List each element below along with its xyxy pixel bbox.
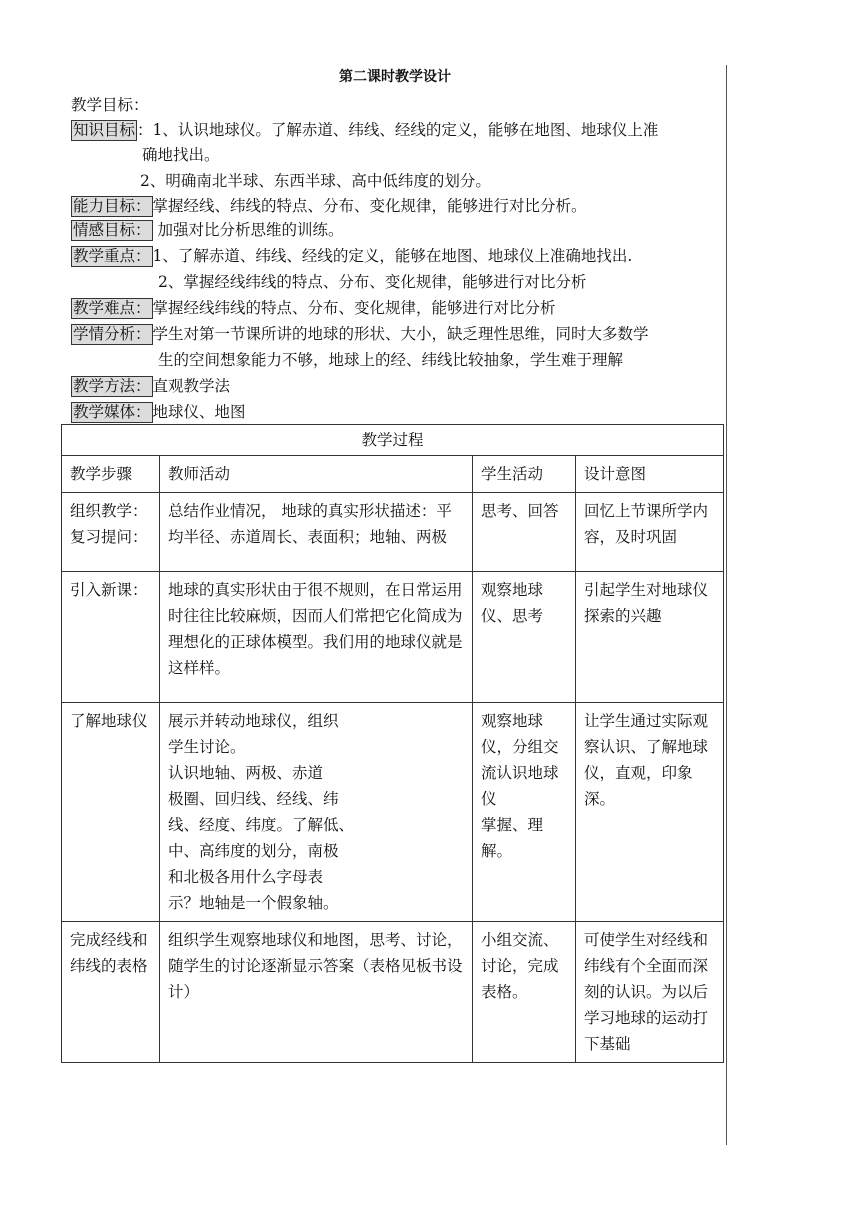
step-cell: 了解地球仪 (62, 703, 160, 922)
intent-cell: 回忆上节课所学内容，及时巩固 (576, 493, 724, 572)
table-row (62, 922, 724, 1063)
knowledge-line2: 确地找出。 (142, 146, 220, 164)
teaching-process-table (61, 424, 724, 1063)
media-label: 教学媒体： (73, 403, 151, 421)
difficulty-text: 掌握经线纬线的特点、分布、变化规律，能够进行对比分析 (152, 299, 556, 317)
knowledge-objective (71, 120, 658, 141)
intent-cell: 让学生通过实际观察认识、了解地球仪，直观，印象深。 (576, 703, 724, 922)
student-cell: 观察地球仪，分组交流认识地球仪 掌握、理解。 (473, 703, 576, 922)
step-cell: 完成经线和纬线的表格 (62, 922, 160, 1063)
intent-cell: 可使学生对经线和纬线有个全面而深刻的认识。为以后学习地球的运动打下基础 (576, 922, 724, 1063)
key-points-line1: 1、了解赤道、纬线、经线的定义，能够在地图、地球仪上准确地找出. (152, 247, 633, 265)
student-analysis (71, 324, 649, 345)
step-cell: 组织教学：复习提问： (62, 493, 160, 572)
header-step: 教学步骤 (62, 456, 160, 493)
media-text: 地球仪、地图 (152, 403, 246, 421)
table-row (62, 703, 724, 922)
analysis-label: 学情分析： (73, 325, 151, 343)
key-points-label: 教学重点： (73, 247, 151, 265)
emotion-objective (71, 220, 343, 241)
student-cell: 观察地球仪、思考 (473, 572, 576, 703)
header-row (62, 456, 724, 493)
knowledge-label: 知识目标 (73, 121, 136, 139)
method-label: 教学方法： (73, 377, 151, 395)
analysis-line2: 生的空间想象能力不够，地球上的经、纬线比较抽象，学生难于理解 (158, 351, 624, 369)
knowledge-colon: ： (137, 121, 153, 139)
teacher-cell: 总结作业情况， 地球的真实形状描述：平均半径、赤道周长、表面积；地轴、两极 (160, 493, 473, 572)
student-cell: 思考、回答 (473, 493, 576, 572)
knowledge-line1: 1、认识地球仪。了解赤道、纬线、经线的定义，能够在地图、地球仪上准 (152, 121, 659, 139)
step-cell: 引入新课： (62, 572, 160, 703)
key-points-line2: 2、掌握经线纬线的特点、分布、变化规律，能够进行对比分析 (158, 273, 587, 291)
teaching-media (71, 402, 246, 423)
teacher-cell: 地球的真实形状由于很不规则，在日常运用时往往比较麻烦，因而人们常把它化简成为理想化的正球体模型。我们用的地球仪就是这样样。 (160, 572, 473, 703)
analysis-line1: 学生对第一节课所讲的地球的形状、大小，缺乏理性思维，同时大多数学 (152, 325, 649, 343)
difficulty (71, 298, 556, 319)
key-points (71, 246, 632, 267)
difficulty-label: 教学难点： (73, 299, 151, 317)
process-title: 教学过程 (62, 425, 724, 456)
teaching-method (71, 376, 230, 397)
header-intent: 设计意图 (576, 456, 724, 493)
header-teacher: 教师活动 (160, 456, 473, 493)
right-margin-line (726, 65, 727, 1145)
ability-objective (71, 196, 587, 217)
page-title: 第二课时教学设计 (339, 69, 451, 85)
ability-text: 掌握经线、纬线的特点、分布、变化规律，能够进行对比分析。 (152, 197, 587, 215)
intent-cell: 引起学生对地球仪探索的兴趣 (576, 572, 724, 703)
ability-label: 能力目标： (73, 197, 151, 215)
student-cell: 小组交流、讨论，完成表格。 (473, 922, 576, 1063)
teacher-cell: 展示并转动地球仪，组织 学生讨论。 认识地轴、两极、赤道 极圈、回归线、经线、纬 线、经度、纬度。了解低、 中、高纬度的划分，南极 和北极各用什么字母表 示？地轴是一个假象轴。 (160, 703, 473, 922)
objectives-heading: 教学目标： (71, 96, 149, 114)
emotion-label: 情感目标： (73, 221, 151, 239)
emotion-text: 加强对比分析思维的训练。 (152, 221, 344, 239)
table-row (62, 493, 724, 572)
process-title-row (62, 425, 724, 456)
table-row (62, 572, 724, 703)
knowledge-line3: 2、明确南北半球、东西半球、高中低纬度的划分。 (140, 172, 491, 190)
teacher-cell: 组织学生观察地球仪和地图，思考、讨论，随学生的讨论逐渐显示答案（表格见板书设计） (160, 922, 473, 1063)
method-text: 直观教学法 (152, 377, 231, 395)
header-student: 学生活动 (473, 456, 576, 493)
